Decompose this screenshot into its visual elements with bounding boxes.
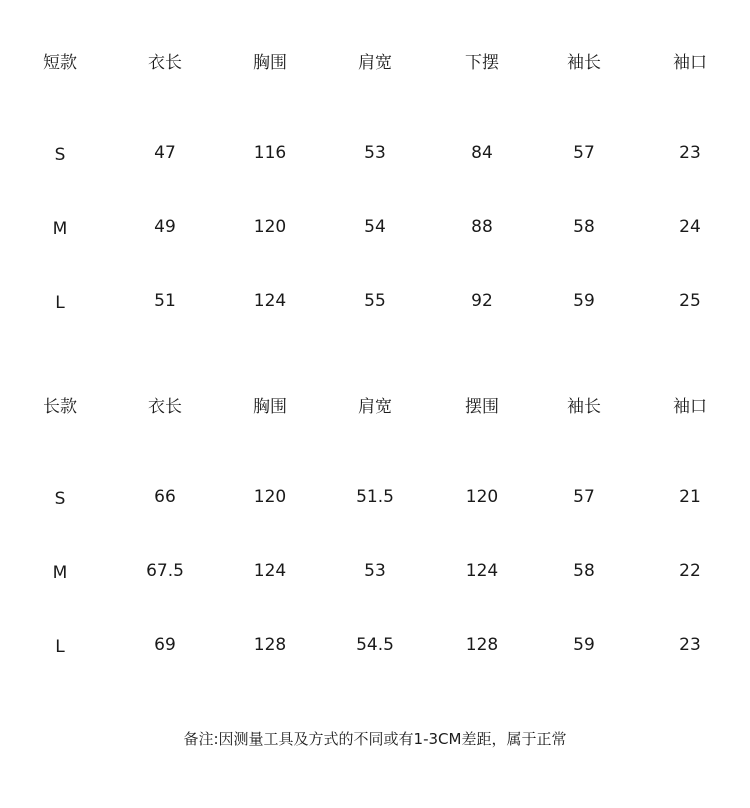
table-cell: 59 bbox=[573, 635, 595, 655]
table-cell: 124 bbox=[253, 561, 287, 581]
table-cell: 124 bbox=[465, 561, 499, 581]
size-label: M bbox=[52, 563, 68, 583]
table-cell: 25 bbox=[679, 291, 701, 311]
size-label: L bbox=[55, 293, 65, 313]
table-cell: 54 bbox=[364, 217, 386, 237]
header-cell-shoulder: 肩宽 bbox=[358, 397, 392, 417]
table-cell: 54.5 bbox=[356, 635, 394, 655]
table-cell: 124 bbox=[253, 291, 287, 311]
size-label: S bbox=[54, 145, 66, 165]
header-cell-hem-circumference: 摆围 bbox=[465, 397, 499, 417]
table-cell: 128 bbox=[253, 635, 287, 655]
table-row bbox=[0, 630, 750, 660]
header-cell-cuff: 袖口 bbox=[673, 397, 707, 417]
table-cell: 51.5 bbox=[356, 487, 394, 507]
table-cell: 49 bbox=[154, 217, 176, 237]
table-cell: 57 bbox=[573, 487, 595, 507]
table-cell: 53 bbox=[364, 143, 386, 163]
table-cell: 120 bbox=[253, 217, 287, 237]
header-cell-length: 衣长 bbox=[148, 397, 182, 417]
table-cell: 23 bbox=[679, 143, 701, 163]
table-cell: 24 bbox=[679, 217, 701, 237]
header-cell-chest: 胸围 bbox=[253, 53, 287, 73]
table-cell: 66 bbox=[154, 487, 176, 507]
header-cell-shoulder: 肩宽 bbox=[358, 53, 392, 73]
table-row bbox=[0, 212, 750, 242]
size-label: M bbox=[52, 219, 68, 239]
table-cell: 59 bbox=[573, 291, 595, 311]
table-cell: 55 bbox=[364, 291, 386, 311]
header-cell-length: 衣长 bbox=[148, 53, 182, 73]
table-cell: 47 bbox=[154, 143, 176, 163]
table-cell: 23 bbox=[679, 635, 701, 655]
size-label: S bbox=[54, 489, 66, 509]
header-cell-chest: 胸围 bbox=[253, 397, 287, 417]
header-cell-cuff: 袖口 bbox=[673, 53, 707, 73]
measurement-note: 备注:因测量工具及方式的不同或有1-3CM差距，属于正常 bbox=[183, 730, 567, 748]
header-cell-style: 短款 bbox=[43, 53, 77, 73]
header-cell-sleeve-length: 袖长 bbox=[567, 397, 601, 417]
header-cell-style: 长款 bbox=[43, 397, 77, 417]
table-row bbox=[0, 482, 750, 512]
header-cell-sleeve-length: 袖长 bbox=[567, 53, 601, 73]
table-cell: 21 bbox=[679, 487, 701, 507]
table-cell: 92 bbox=[471, 291, 493, 311]
table-cell: 120 bbox=[465, 487, 499, 507]
table-cell: 51 bbox=[154, 291, 176, 311]
table-cell: 116 bbox=[253, 143, 287, 163]
table-cell: 84 bbox=[471, 143, 493, 163]
table-row bbox=[0, 138, 750, 168]
table-cell: 67.5 bbox=[146, 561, 184, 581]
table-row bbox=[0, 556, 750, 586]
table-cell: 128 bbox=[465, 635, 499, 655]
table-header-row bbox=[0, 48, 750, 78]
table-cell: 58 bbox=[573, 217, 595, 237]
table-cell: 120 bbox=[253, 487, 287, 507]
table-cell: 58 bbox=[573, 561, 595, 581]
table-cell: 69 bbox=[154, 635, 176, 655]
table-cell: 53 bbox=[364, 561, 386, 581]
table-cell: 88 bbox=[471, 217, 493, 237]
size-label: L bbox=[55, 637, 65, 657]
table-row bbox=[0, 286, 750, 316]
table-cell: 22 bbox=[679, 561, 701, 581]
table-cell: 57 bbox=[573, 143, 595, 163]
table-header-row bbox=[0, 392, 750, 422]
header-cell-hem: 下摆 bbox=[465, 53, 499, 73]
